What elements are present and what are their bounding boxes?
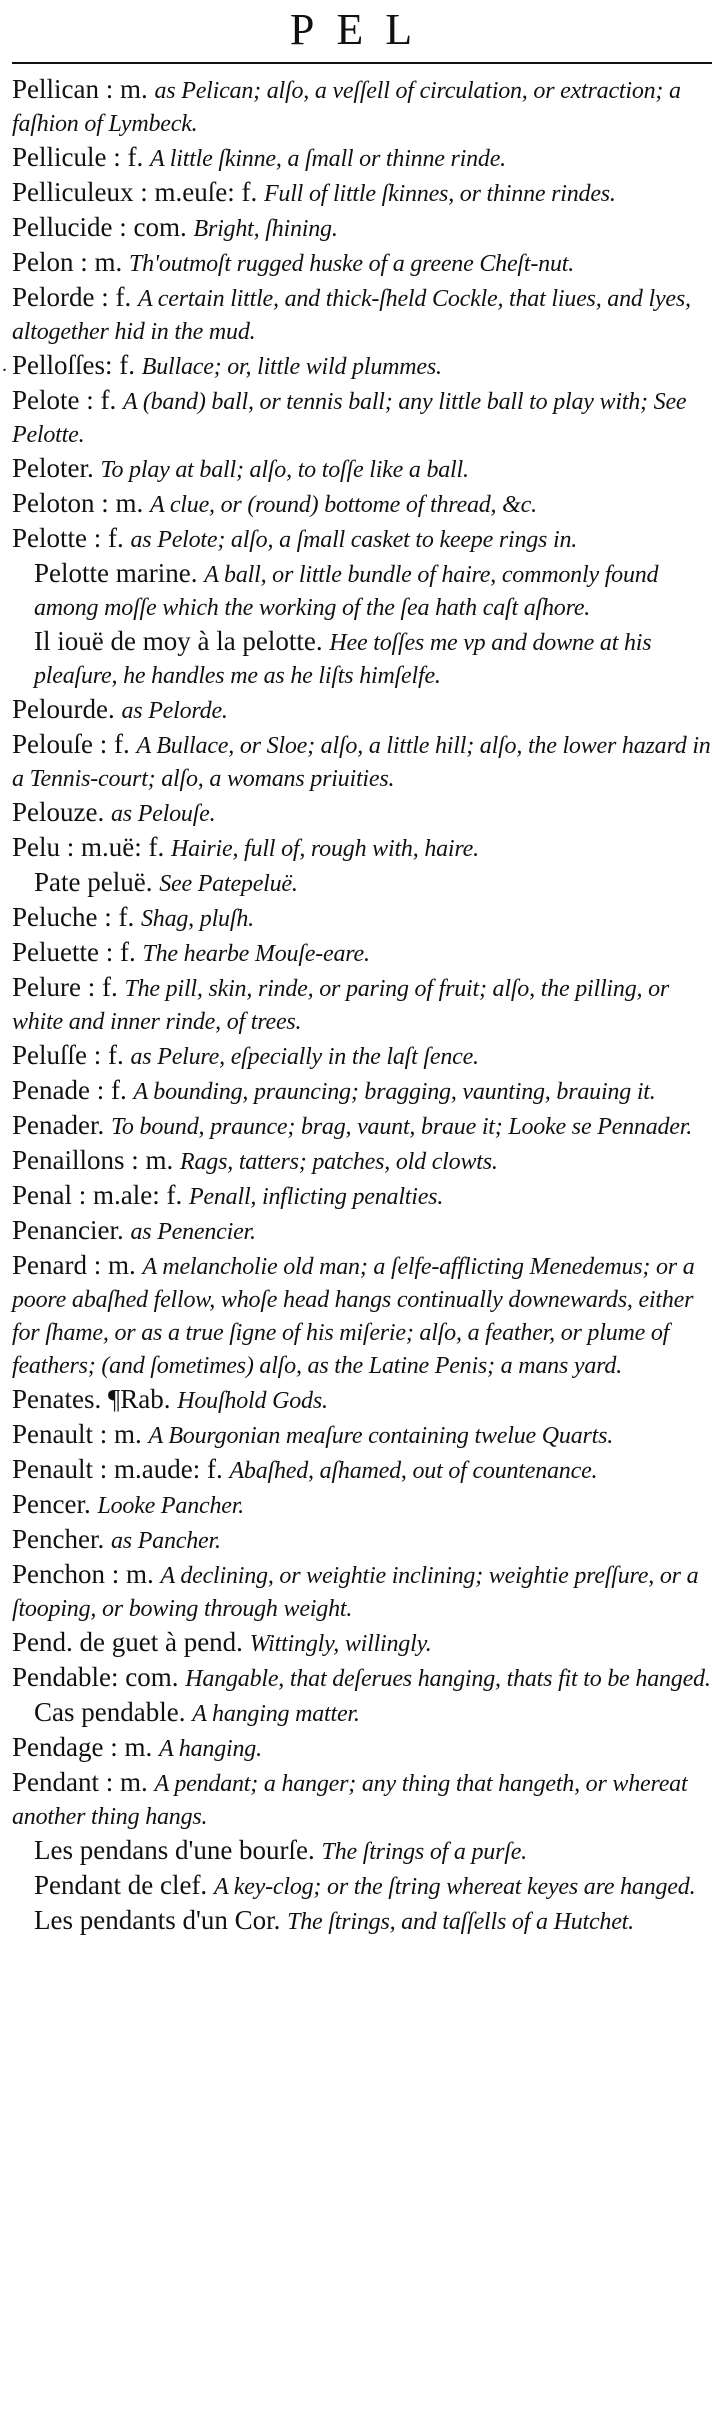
definition: A little ſkinne, a ſmall or thinne rinde. <box>149 146 506 172</box>
definition: To bound, praunce; brag, vaunt, braue it; Looke se Pennader. <box>110 1114 693 1140</box>
headword: Pelote <box>12 385 80 415</box>
grammar-note: : f. <box>80 972 125 1002</box>
dictionary-entry <box>12 1250 712 1382</box>
definition: The ſtrings, and taſſells of a Hutchet. <box>287 1909 634 1935</box>
grammar-note: : m. <box>94 488 151 518</box>
definition: as Penencier. <box>130 1219 256 1245</box>
grammar-note: : f. <box>79 385 123 415</box>
definition: Wittingly, willingly. <box>249 1631 432 1657</box>
definition: Hairie, full of, rough with, haire. <box>171 836 479 862</box>
dictionary-entry <box>12 1180 712 1213</box>
sub-entry <box>12 558 712 624</box>
headword: Pellucide <box>12 212 113 242</box>
header-rule <box>12 62 712 64</box>
definition: A declining, or weightie inclining; weightie preſſure, or a ſtooping, or bowing through weight. <box>12 1563 699 1622</box>
headword: Pelourde. <box>12 694 115 724</box>
definition: Houſhold Gods. <box>177 1388 328 1414</box>
dictionary-entry <box>12 797 712 830</box>
grammar-note: : m. <box>99 1767 155 1797</box>
grammar-note: : f. <box>98 937 143 967</box>
dictionary-entry <box>12 1454 712 1487</box>
dictionary-entry <box>12 937 712 970</box>
dictionary-entry <box>12 1767 712 1833</box>
definition: A Bourgonian meaſure containing twelue Quarts. <box>148 1423 614 1449</box>
dictionary-entry <box>12 177 712 210</box>
grammar-note: : f. <box>106 142 150 172</box>
dictionary-entry <box>12 1075 712 1108</box>
entry-list <box>2 74 712 1938</box>
definition: The pill, skin, rinde, or paring of fruit; alſo, the pilling, or white and inner rinde, of trees. <box>12 976 670 1035</box>
definition: as Pancher. <box>110 1528 221 1554</box>
grammar-note: : m. <box>98 74 155 104</box>
dictionary-entry <box>12 1559 712 1625</box>
headword: Pelotte marine. <box>34 558 198 588</box>
grammar-note: : m. <box>73 247 130 277</box>
dictionary-entry <box>12 902 712 935</box>
grammar-note: : m.euſe: f. <box>133 177 264 207</box>
headword: Pelu <box>12 832 61 862</box>
headword: Penchon <box>12 1559 105 1589</box>
headword: Peluſſe <box>12 1040 87 1070</box>
definition: A key-clog; or the ſtring whereat keyes are hanged. <box>213 1874 696 1900</box>
definition: Hangable, that deſerues hanging, thats fit to be hanged. <box>185 1666 711 1692</box>
headword: Pelorde <box>12 282 95 312</box>
definition: Bright, ſhining. <box>193 216 338 242</box>
dictionary-entry <box>12 1662 712 1695</box>
headword: Pate peluë. <box>34 867 153 897</box>
dictionary-entry <box>12 1384 712 1417</box>
definition: as Pelote; alſo, a ſmall casket to keepe rings in. <box>130 527 578 553</box>
headword: Pelouze. <box>12 797 105 827</box>
headword: Les pendants d'un Cor. <box>34 1905 281 1935</box>
dictionary-entry <box>12 385 712 451</box>
dictionary-entry <box>12 1110 712 1143</box>
headword: Pelotte <box>12 523 87 553</box>
definition: A Bullace, or Sloe; alſo, a little hill; alſo, the lower hazard in a Tennis-court; alſo, a womans priuities. <box>12 733 711 792</box>
dictionary-entry <box>12 1215 712 1248</box>
headword: Pelure <box>12 972 81 1002</box>
grammar-note: : f. <box>93 729 137 759</box>
dictionary-entry <box>12 488 712 521</box>
headword: Penaillons <box>12 1145 125 1175</box>
grammar-note: : com. <box>110 1662 186 1692</box>
dictionary-entry <box>12 212 712 245</box>
grammar-note <box>94 453 101 483</box>
definition: Shag, pluſh. <box>140 906 254 932</box>
headword: Les pendans d'une bourſe. <box>34 1835 315 1865</box>
definition: Full of little ſkinnes, or thinne rindes. <box>263 181 616 207</box>
headword: Pencher. <box>12 1524 105 1554</box>
headword: Pelliculeux <box>12 177 134 207</box>
headword: Pelloſſes <box>12 350 105 380</box>
grammar-note: : m. <box>103 1732 159 1762</box>
grammar-note <box>207 1870 214 1900</box>
headword: Pendable <box>12 1662 111 1692</box>
dictionary-entry <box>12 1145 712 1178</box>
grammar-note: : f. <box>87 523 131 553</box>
dictionary-entry <box>12 523 712 556</box>
headword: Pencer. <box>12 1489 91 1519</box>
definition: Bullace; or, little wild plummes. <box>141 354 442 380</box>
headword: Il iouë de moy à la pelotte. <box>34 626 323 656</box>
headword: Penault <box>12 1454 93 1484</box>
grammar-note: : m. <box>93 1419 149 1449</box>
dictionary-entry <box>12 1627 712 1660</box>
definition: Th'outmoſt rugged huske of a greene Cheſt-nut. <box>129 251 575 277</box>
grammar-note <box>104 1110 111 1140</box>
sub-entry <box>12 1697 712 1730</box>
dictionary-page <box>2 0 712 1940</box>
dictionary-entry <box>12 832 712 865</box>
dictionary-entry <box>12 74 712 140</box>
grammar-note: : f. <box>105 350 142 380</box>
definition: as Pelouſe. <box>110 801 216 827</box>
dictionary-entry <box>12 694 712 727</box>
definition: Looke Pancher. <box>97 1493 244 1519</box>
grammar-note: : f. <box>89 1075 134 1105</box>
dictionary-entry <box>12 282 712 348</box>
grammar-note: : m. <box>86 1250 143 1280</box>
sub-entry <box>12 1905 712 1938</box>
grammar-note: de guet à pend. <box>72 1627 250 1657</box>
dictionary-entry <box>12 1524 712 1557</box>
definition: To play at ball; alſo, to toſſe like a ball. <box>100 457 469 483</box>
definition: A certain little, and thick-ſheld Cockle, that liues, and lyes, altogether hid in the mud. <box>12 286 691 345</box>
dictionary-entry <box>12 1040 712 1073</box>
headword: Penates. <box>12 1384 102 1414</box>
definition: A pendant; a hanger; any thing that hangeth, or whereat another thing hangs. <box>12 1771 688 1830</box>
definition: The ſtrings of a purſe. <box>321 1839 527 1865</box>
grammar-note: : f. <box>87 1040 131 1070</box>
headword: Peluche <box>12 902 98 932</box>
dictionary-entry <box>12 972 712 1038</box>
headword: Penader. <box>12 1110 105 1140</box>
grammar-note: : f. <box>94 282 138 312</box>
sub-entry <box>12 1835 712 1868</box>
dictionary-entry <box>12 1732 712 1765</box>
definition: A hanging matter. <box>192 1701 360 1727</box>
definition: A melancholie old man; a ſelfe-afflicting Menedemus; or a poore abaſhed fellow, whoſe head hangs continually downewards, either for ſhame, or as a true ſigne of his miſerie; alſo, a feather, or plume of feathers; (and ſometimes) alſo, as the Latine Penis; a mans yard. <box>12 1254 695 1379</box>
grammar-note: : com. <box>112 212 194 242</box>
headword: Pelon <box>12 247 74 277</box>
definition: Hee toſſes me vp and downe at his pleaſure, he handles me as he liſts himſelfe. <box>34 630 652 689</box>
headword: Penal <box>12 1180 72 1210</box>
grammar-note: : m.uë: f. <box>60 832 171 862</box>
margin-mark: . <box>2 354 7 376</box>
dictionary-entry <box>12 247 712 280</box>
definition: as Pelorde. <box>121 698 228 724</box>
dictionary-entry <box>12 453 712 486</box>
headword: Pellican <box>12 74 99 104</box>
definition: A clue, or (round) bottome of thread, &c. <box>150 492 537 518</box>
headword: Peloton <box>12 488 95 518</box>
grammar-note: : m. <box>104 1559 161 1589</box>
headword: Peloter. <box>12 453 94 483</box>
headword: Pellicule <box>12 142 107 172</box>
headword: Cas pendable. <box>34 1697 186 1727</box>
headword: Penancier. <box>12 1215 124 1245</box>
sub-entry <box>12 626 712 692</box>
definition: as Pelican; alſo, a veſſell of circulation, or extraction; a faſhion of Lymbeck. <box>12 78 681 137</box>
headword: Pendant <box>12 1767 99 1797</box>
definition: Rags, tatters; patches, old clowts. <box>180 1149 498 1175</box>
grammar-note: ¶Rab. <box>101 1384 178 1414</box>
definition: as Pelure, eſpecially in the laſt ſence. <box>130 1044 479 1070</box>
headword: Penade <box>12 1075 90 1105</box>
headword: Peluette <box>12 937 99 967</box>
dictionary-entry <box>2 350 712 383</box>
definition: The hearbe Mouſe-eare. <box>142 941 370 967</box>
definition: Penall, inflicting penalties. <box>188 1184 444 1210</box>
definition: See Patepeluë. <box>159 871 298 897</box>
headword: Penault <box>12 1419 93 1449</box>
definition: A bounding, prauncing; bragging, vaunting, brauing it. <box>133 1079 656 1105</box>
grammar-note <box>104 1524 111 1554</box>
headword: Pendant de clef. <box>34 1870 208 1900</box>
grammar-note: : m.ale: f. <box>72 1180 189 1210</box>
dictionary-entry <box>12 142 712 175</box>
headword: Pend. <box>12 1627 73 1657</box>
grammar-note <box>104 797 111 827</box>
definition: Abaſhed, aſhamed, out of countenance. <box>229 1458 598 1484</box>
headword: Penard <box>12 1250 87 1280</box>
grammar-note: : m. <box>124 1145 181 1175</box>
headword: Pelouſe <box>12 729 93 759</box>
definition: A (band) ball, or tennis ball; any little ball to play with; See Pelotte. <box>12 389 687 448</box>
grammar-note: : m.aude: f. <box>93 1454 230 1484</box>
dictionary-entry <box>12 729 712 795</box>
sub-entry <box>12 867 712 900</box>
grammar-note <box>315 1835 322 1865</box>
page-title: PEL <box>289 5 435 54</box>
definition: A hanging. <box>158 1736 262 1762</box>
grammar-note: : f. <box>97 902 141 932</box>
sub-entry <box>12 1870 712 1903</box>
headword: Pendage <box>12 1732 104 1762</box>
definition: A ball, or little bundle of haire, commonly found among moſſe which the working of the ſea hath caſt aſhore. <box>34 562 659 621</box>
dictionary-entry <box>12 1419 712 1452</box>
dictionary-entry <box>12 1489 712 1522</box>
